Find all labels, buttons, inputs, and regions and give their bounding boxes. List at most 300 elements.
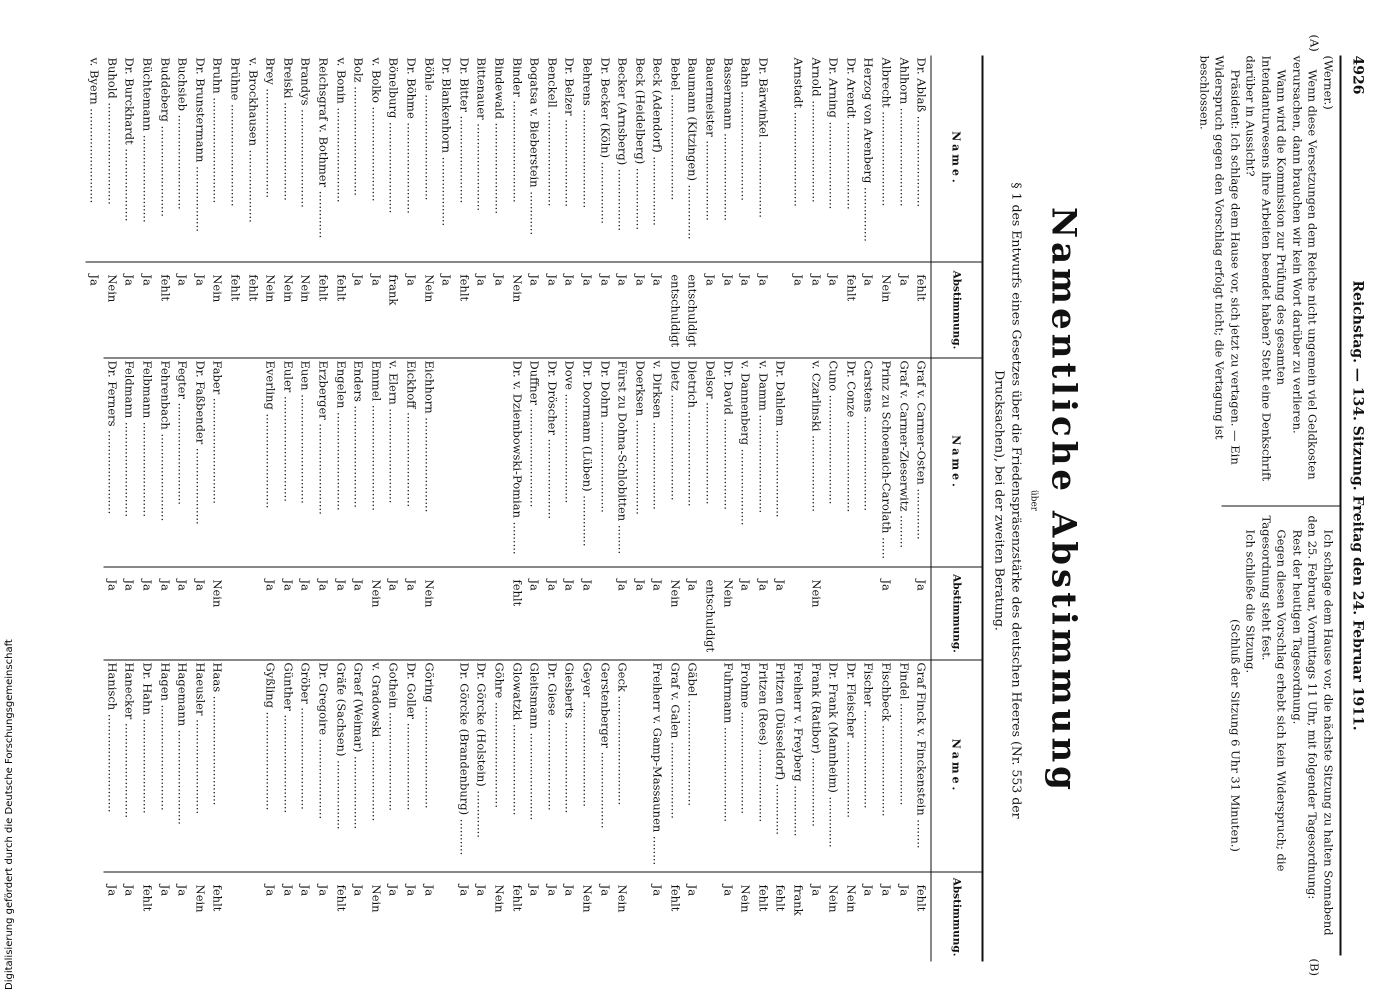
- table-row: [121, 358, 139, 660]
- member-name: Göhre .............................: [491, 662, 506, 808]
- member-name: Bönelburg .........................: [386, 57, 401, 213]
- member-vote: Ja: [297, 566, 315, 659]
- table-row: [684, 358, 702, 660]
- member-name: Günther ...........................: [280, 662, 295, 813]
- member-vote: frank: [385, 261, 403, 357]
- member-name: Gleitsmann ........................: [527, 662, 542, 820]
- table-row: [437, 55, 455, 357]
- table-row: [684, 55, 702, 357]
- member-name: Feldmann ..........................: [122, 360, 137, 517]
- member-name: Beck (Heidelberg) .................: [632, 57, 647, 230]
- table-row: [402, 660, 420, 962]
- table-row: [736, 358, 754, 660]
- intro-left-p2: Wann wird die Kommission zur Prüfung des gesamten Intendanturwesens ihre Arbeiten beendet haben? Steht eine Denkschrift darüber in Aussicht?: [1243, 55, 1289, 481]
- table-row: [121, 660, 139, 962]
- table-row: [860, 660, 878, 962]
- margin-mark-b: (B): [1307, 958, 1321, 976]
- member-name: Dr. Brunstermann ..................: [192, 57, 207, 232]
- member-vote: Ja: [613, 261, 631, 357]
- member-vote: frank: [789, 872, 807, 961]
- member-vote: Nein: [877, 261, 895, 357]
- member-name: Engelen ...........................: [333, 360, 348, 511]
- member-vote: Ja: [736, 261, 754, 357]
- member-vote: [244, 872, 262, 961]
- member-name: Bruhn .............................: [210, 57, 225, 203]
- table-row: [437, 660, 455, 962]
- table-row: [543, 358, 561, 660]
- table-row: [877, 660, 895, 962]
- table-row: [807, 358, 825, 660]
- member-name: Dr. Giese .........................: [544, 662, 559, 811]
- table-row: [314, 358, 332, 660]
- table-row: [191, 660, 209, 962]
- member-name: Giesberts .........................: [562, 662, 577, 813]
- member-vote: entschuldigt: [684, 261, 702, 357]
- member-name: Bebel .............................: [667, 57, 682, 200]
- table-row: [895, 358, 913, 660]
- table-row: [226, 358, 244, 660]
- member-vote: [244, 566, 262, 659]
- member-name: [226, 358, 244, 567]
- table-row: [226, 55, 244, 357]
- table-row: [666, 358, 684, 660]
- member-vote: Nein: [508, 261, 526, 357]
- member-vote: Nein: [420, 261, 438, 357]
- member-name: Gräfe (Sachsen) ...................: [333, 662, 348, 830]
- member-name: [244, 660, 262, 872]
- member-vote: fehlt: [666, 872, 684, 961]
- table-row: [701, 55, 719, 357]
- table-row: [543, 55, 561, 357]
- member-vote: Nein: [103, 261, 121, 357]
- table-row: [719, 358, 737, 660]
- member-name: Geyer .............................: [579, 662, 594, 807]
- member-vote: [437, 566, 455, 659]
- member-vote: fehlt: [209, 872, 227, 961]
- member-name: Fehrenbach ........................: [157, 360, 172, 521]
- member-name: Euen ..............................: [298, 360, 313, 504]
- table-row: [103, 358, 121, 660]
- member-name: Eickhoff ..........................: [403, 360, 418, 507]
- member-name: Haas ..............................: [210, 662, 225, 805]
- table-row: [754, 660, 772, 962]
- table-row: [332, 55, 350, 357]
- member-name: Felbmann ..........................: [140, 360, 155, 517]
- member-vote: Ja: [824, 261, 842, 357]
- intro-left-column: [1196, 55, 1336, 495]
- table-row: [631, 358, 649, 660]
- table-row: [156, 660, 174, 962]
- table-row: [103, 660, 121, 962]
- member-vote: Ja: [719, 872, 737, 961]
- name-column-header: Name.: [931, 660, 983, 872]
- table-row: [631, 55, 649, 357]
- table-row: [473, 358, 491, 660]
- member-vote: Ja: [719, 261, 737, 357]
- member-name: Herzog von Arenberg ...............: [861, 57, 876, 242]
- member-name: v. Dirksen ........................: [650, 360, 665, 510]
- table-row: [244, 55, 262, 357]
- member-vote: Ja: [121, 261, 139, 357]
- table-row: [613, 55, 631, 357]
- member-vote: fehlt: [912, 261, 930, 357]
- member-name: Dr. Arning ........................: [826, 57, 841, 209]
- section-heading: Namentliche Abstimmung: [1043, 206, 1083, 794]
- table-row: [385, 358, 403, 660]
- member-vote: Ja: [103, 566, 121, 659]
- member-vote: Ja: [138, 566, 156, 659]
- member-name: v. Damm ...........................: [755, 360, 770, 513]
- table-row: [736, 660, 754, 962]
- member-vote: Ja: [349, 566, 367, 659]
- table-row: [209, 660, 227, 962]
- table-row: [842, 358, 860, 660]
- table-row: [490, 660, 508, 962]
- member-vote: Ja: [402, 566, 420, 659]
- member-vote: Ja: [279, 566, 297, 659]
- member-name: Frank (Ratibor) ...................: [808, 662, 823, 827]
- member-name: Bindewald .........................: [491, 57, 506, 214]
- member-name: Cuno ..............................: [826, 360, 841, 504]
- member-name: Gäbel .............................: [685, 662, 700, 806]
- intro-right-p4: Ich schließe die Sitzung.: [1243, 529, 1258, 673]
- member-name: v. Byern ..........................: [87, 57, 102, 203]
- table-row: [824, 358, 842, 660]
- member-vote: fehlt: [314, 261, 332, 357]
- table-row: [490, 55, 508, 357]
- member-vote: Ja: [473, 261, 491, 357]
- member-vote: Nein: [807, 566, 825, 659]
- member-name: v. Elern ..........................: [386, 360, 401, 503]
- digitization-credit: Digitalisierung gefördert durch die Deutsche Forschungsgemeinschaft: [4, 639, 15, 990]
- member-vote: [473, 566, 491, 659]
- intro-left-p1: Wenn diese Versetzungen dem Reiche nicht ungemein viel Geldkosten verursachen, dann brauchen wir kein Wort darüber zu verlieren.: [1290, 55, 1320, 480]
- table-row: [666, 660, 684, 962]
- table-row: [191, 55, 209, 357]
- table-row: [261, 660, 279, 962]
- table-row: [772, 55, 790, 357]
- table-row: [578, 55, 596, 357]
- member-vote: Ja: [596, 872, 614, 961]
- member-name: Dr. Görcke (Brandenburg) ..........: [456, 662, 471, 855]
- table-row: [824, 660, 842, 962]
- member-vote: Ja: [420, 872, 438, 961]
- member-name: Reichsgraf v. Bothmer .............: [316, 57, 331, 238]
- table-row: [297, 55, 315, 357]
- member-vote: Nein: [490, 872, 508, 961]
- member-name: Dr. Faßbender .....................: [192, 360, 207, 525]
- member-vote: Ja: [912, 566, 930, 659]
- member-vote: Nein: [191, 872, 209, 961]
- member-vote: Nein: [842, 872, 860, 961]
- table-row: [561, 55, 579, 357]
- member-name: Dr. David .........................: [720, 360, 735, 510]
- member-name: Dr. Dröscher ......................: [544, 360, 559, 519]
- table-row: [912, 55, 930, 357]
- table-row: [279, 660, 297, 962]
- member-vote: Ja: [455, 872, 473, 961]
- table-row: [877, 55, 895, 357]
- member-name: Hanisch ...........................: [104, 662, 119, 813]
- table-row: [807, 55, 825, 357]
- intro-right-p3: Gegen diesen Vorschlag erhebt sich kein Widerspruch; die Tagesordnung steht fest.: [1259, 515, 1289, 871]
- table-row: [332, 358, 350, 660]
- table-row: [877, 358, 895, 660]
- table-row: [596, 358, 614, 660]
- member-name: Eichhorn ..........................: [421, 360, 436, 512]
- member-vote: Ja: [877, 566, 895, 659]
- table-row: [367, 55, 385, 357]
- member-vote: Ja: [349, 872, 367, 961]
- member-name: Graf v. Carmer-Zieserwitz .........: [896, 360, 911, 548]
- member-name: Enders ............................: [351, 360, 366, 508]
- member-name: Albrecht ..........................: [879, 57, 894, 206]
- member-name: Breiski ...........................: [280, 57, 295, 201]
- member-name: [490, 358, 508, 567]
- member-name: Dr. Görcke (Holstein) .............: [474, 662, 489, 838]
- member-vote: Ja: [173, 261, 191, 357]
- table-row: [578, 358, 596, 660]
- member-name: [701, 660, 719, 872]
- member-name: [437, 660, 455, 872]
- member-name: Bassermann ........................: [720, 57, 735, 221]
- member-name: Dr. Doormann (Lüben) ..............: [579, 360, 594, 546]
- member-name: v. Gradowski ......................: [368, 662, 383, 821]
- member-vote: Ja: [314, 566, 332, 659]
- header-title: Reichstag. — 134. Sitzung. Freitag den 24. Februar 1911.: [1349, 279, 1365, 731]
- member-vote: Nein: [367, 566, 385, 659]
- table-row: [261, 358, 279, 660]
- member-vote: [789, 566, 807, 659]
- table-row: [402, 358, 420, 660]
- member-name: Dr. Arendt ........................: [843, 57, 858, 210]
- table-row: [138, 55, 156, 357]
- vote-table-3: [103, 659, 983, 961]
- member-vote: Nein: [824, 872, 842, 961]
- table-row: [508, 358, 526, 660]
- table-row: [860, 55, 878, 357]
- table-row: [173, 358, 191, 660]
- member-vote: Nein: [209, 566, 227, 659]
- table-row: [525, 358, 543, 660]
- member-vote: Ja: [525, 261, 543, 357]
- member-vote: Ja: [261, 566, 279, 659]
- vote-table-2: [103, 357, 983, 659]
- table-row: [385, 55, 403, 357]
- table-row: [473, 660, 491, 962]
- table-row: [789, 660, 807, 962]
- member-name: Binder ............................: [509, 57, 524, 203]
- table-row: [895, 55, 913, 357]
- member-vote: Ja: [525, 566, 543, 659]
- table-row: [613, 660, 631, 962]
- member-name: Dr. Bärwinkel .....................: [755, 57, 770, 218]
- member-vote: Ja: [578, 261, 596, 357]
- member-name: Hagen .............................: [157, 662, 172, 811]
- member-vote: entschuldigt: [701, 566, 719, 659]
- member-vote: Ja: [525, 872, 543, 961]
- member-name: Bittenauer ........................: [474, 57, 489, 211]
- member-vote: Ja: [860, 872, 878, 961]
- member-name: Fischer ...........................: [861, 662, 876, 809]
- table-row: [349, 660, 367, 962]
- table-row: [649, 55, 667, 357]
- member-name: Euler .............................: [280, 360, 295, 502]
- member-vote: [437, 872, 455, 961]
- member-name: Bogatsa v. Bieberstein ............: [527, 57, 542, 235]
- table-row: [789, 55, 807, 357]
- table-row: [525, 55, 543, 357]
- member-vote: fehlt: [138, 872, 156, 961]
- table-row: [226, 660, 244, 962]
- table-row: [156, 358, 174, 660]
- member-name: Carstens ..........................: [861, 360, 876, 511]
- member-name: Freiherr v. Gamp-Massaunen ........: [650, 662, 665, 865]
- member-name: [244, 358, 262, 567]
- table-row: [842, 660, 860, 962]
- member-name: Behrens ...........................: [579, 57, 594, 208]
- member-vote: fehlt: [226, 261, 244, 357]
- member-vote: Nein: [279, 261, 297, 357]
- table-row: [649, 358, 667, 660]
- member-vote: Ja: [649, 872, 667, 961]
- member-vote: Ja: [860, 261, 878, 357]
- member-name: Doerksen ..........................: [632, 360, 647, 515]
- member-name: Brandys ...........................: [298, 57, 313, 208]
- name-column-header: Name.: [931, 358, 983, 567]
- intro-right-p1: Ich schlage dem Hause vor, die nächste Sitzung zu halten Sonnabend den 25. Februar, Vormittags 11 Uhr, mit folgender Tagesordnung:: [1305, 515, 1335, 936]
- table-row: [209, 358, 227, 660]
- table-row: [613, 358, 631, 660]
- member-name: Büchtemann ........................: [140, 57, 155, 223]
- member-vote: Ja: [191, 566, 209, 659]
- member-name: Dr. Becker (Köln) .................: [597, 57, 612, 224]
- member-vote: Ja: [473, 872, 491, 961]
- member-name: Dr. v. Dziembowski-Pomian .........: [509, 360, 524, 555]
- member-name: Glowatzki .........................: [509, 662, 524, 815]
- member-vote: Ja: [807, 872, 825, 961]
- table-row: [666, 55, 684, 357]
- member-vote: Ja: [402, 872, 420, 961]
- table-row: [173, 660, 191, 962]
- table-row: [349, 358, 367, 660]
- member-name: Dr. Bitter ........................: [456, 57, 471, 203]
- member-name: Faber .............................: [210, 360, 225, 504]
- member-name: Haeusler ..........................: [192, 662, 207, 814]
- member-name: Dr. Ferners .......................: [104, 360, 119, 514]
- member-vote: Ja: [561, 872, 579, 961]
- table-row: [596, 55, 614, 357]
- member-vote: Ja: [649, 566, 667, 659]
- member-vote: Ja: [349, 261, 367, 357]
- table-row: [912, 660, 930, 962]
- member-name: Baumann (Kitzingen) ...............: [685, 57, 700, 240]
- member-vote: Ja: [385, 872, 403, 961]
- table-row: [631, 660, 649, 962]
- member-name: Ahlhorn ...........................: [896, 57, 911, 206]
- member-vote: Nein: [420, 566, 438, 659]
- heading-connector: über: [1028, 489, 1038, 511]
- member-vote: Ja: [402, 261, 420, 357]
- member-vote: Nein: [613, 872, 631, 961]
- member-vote: Ja: [561, 566, 579, 659]
- member-vote: [701, 872, 719, 961]
- table-row: [261, 55, 279, 357]
- table-row: [455, 660, 473, 962]
- member-vote: fehlt: [508, 566, 526, 659]
- table-row: [314, 660, 332, 962]
- member-vote: fehlt: [754, 872, 772, 961]
- member-name: Arnold ............................: [808, 57, 823, 203]
- member-name: Böhle .............................: [421, 57, 436, 200]
- intro-right-p2: Rest der heutigen Tagesordnung.: [1290, 529, 1304, 724]
- member-vote: [772, 261, 790, 357]
- table-row: [191, 358, 209, 660]
- member-vote: [226, 566, 244, 659]
- member-name: Freiherr v. Freyberg ..............: [791, 662, 806, 836]
- member-vote: Ja: [437, 261, 455, 357]
- member-name: Bauermeister ......................: [703, 57, 718, 221]
- table-row: [279, 358, 297, 660]
- member-name: Dr. Böhme .........................: [403, 57, 418, 214]
- table-row: [807, 660, 825, 962]
- table-row: [649, 660, 667, 962]
- member-name: Duffner ...........................: [527, 360, 542, 507]
- member-name: [455, 358, 473, 567]
- member-vote: Ja: [297, 872, 315, 961]
- table-row: [824, 55, 842, 357]
- member-name: [437, 358, 455, 567]
- member-vote: [226, 872, 244, 961]
- member-vote: fehlt: [244, 261, 262, 357]
- member-name: Becker (Arnsberg) .................: [615, 57, 630, 231]
- member-vote: Ja: [613, 566, 631, 659]
- member-name: Fuhrmann ..........................: [720, 662, 735, 822]
- table-row: [244, 660, 262, 962]
- table-row: [385, 660, 403, 962]
- table-row: [772, 660, 790, 962]
- table-row: [701, 660, 719, 962]
- page-number: 4926: [1349, 55, 1365, 94]
- member-vote: Ja: [543, 566, 561, 659]
- member-name: v. Bonin ..........................: [333, 57, 348, 203]
- member-name: [772, 55, 790, 261]
- intro-right-column: [1227, 515, 1336, 955]
- member-name: Dietrich ..........................: [685, 360, 700, 507]
- table-row: [561, 358, 579, 660]
- vote-table-1: [86, 55, 984, 357]
- table-row: [912, 358, 930, 660]
- member-vote: Ja: [561, 261, 579, 357]
- table-row: [367, 358, 385, 660]
- member-name: Arnstadt ..........................: [791, 57, 806, 207]
- member-name: Beck (Adendorf) ...................: [650, 57, 665, 226]
- member-vote: Ja: [684, 872, 702, 961]
- member-name: Bolz ..............................: [351, 57, 366, 196]
- table-row: [332, 660, 350, 962]
- table-row: [420, 660, 438, 962]
- table-row: [279, 55, 297, 357]
- table-row: [789, 358, 807, 660]
- table-row: [772, 358, 790, 660]
- member-name: Dr. Gregoire ......................: [316, 662, 331, 819]
- member-name: Graf v. Carmer-Osten ..............: [914, 360, 929, 540]
- table-row: [349, 55, 367, 357]
- member-vote: Nein: [209, 261, 227, 357]
- member-vote: Ja: [543, 261, 561, 357]
- member-name: Dr. Goller ........................: [403, 662, 418, 810]
- vote-column-header: Abstimmung.: [931, 566, 983, 659]
